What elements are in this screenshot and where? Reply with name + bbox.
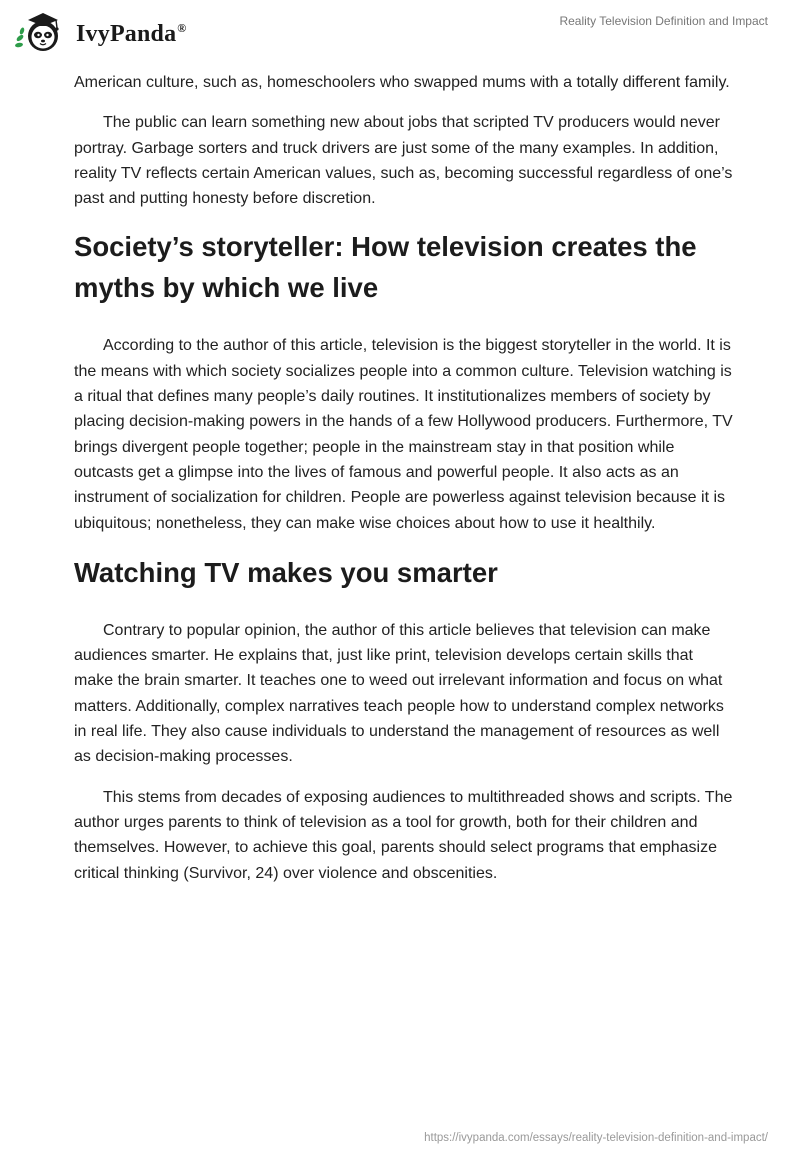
source-url[interactable]: https://ivypanda.com/essays/reality-television-definition-and-impact/: [424, 1132, 768, 1144]
logo-wordmark: IvyPanda®: [76, 20, 187, 47]
panda-graduate-icon: [14, 8, 70, 54]
paragraph-storyteller: According to the author of this article, television is the biggest storyteller in the world. It is the means with which society socializes people into a common culture. Television watching is a ritual that defines many people’s daily routines. It institutionalizes members of society by placing decision-making powers in the hands of a few Hollywood producers. Furthermore, TV brings divergent people together; people in the mainstream stay in that position while outcasts get a glimpse into the lives of famous and powerful people. It also acts as an instrument of socialization for children. People are powerless against television because it is ubiquitous; nonetheless, they can make wise choices about how to use it healthily.: [74, 337, 733, 532]
paragraph-jobs: The public can learn something new about jobs that scripted TV producers would never portray. Garbage sorters and truck drivers are just some of the many examples. In addition, reality TV reflects certain American values, such as, becoming successful regardless of one’s past and putting honesty before discretion.: [74, 114, 733, 208]
section-heading-storyteller: Society’s storyteller: How television creates the myths by which we live: [74, 231, 697, 304]
section-heading-smarter: Watching TV makes you smarter: [74, 556, 498, 588]
document-title: Reality Television Definition and Impact: [559, 14, 768, 28]
paragraph-growth: This stems from decades of exposing audiences to multithreaded shows and scripts. The author urges parents to think of television as a tool for growth, both for their children and themselves. However, to achieve this goal, parents should select programs that emphasize critical thinking (Survivor, 24) over violence and obscenities.: [74, 788, 733, 882]
ivypanda-logo[interactable]: [14, 8, 186, 54]
paragraph-continued: American culture, such as, homeschoolers who swapped mums with a totally different family.: [74, 74, 730, 91]
essay-content: [74, 70, 734, 901]
registered-mark: ®: [177, 20, 187, 35]
page-header: [0, 0, 800, 64]
paragraph-smarter: Contrary to popular opinion, the author of this article believes that television can make audiences smarter. He explains that, just like print, television develops certain skills that make the brain smarter. It teaches one to weed out irrelevant information and focus on what matters. Additionally, complex narratives teach people how to understand complex networks in real life. They also cause individuals to understand the management of resources as well as decision-making processes.: [74, 621, 724, 766]
